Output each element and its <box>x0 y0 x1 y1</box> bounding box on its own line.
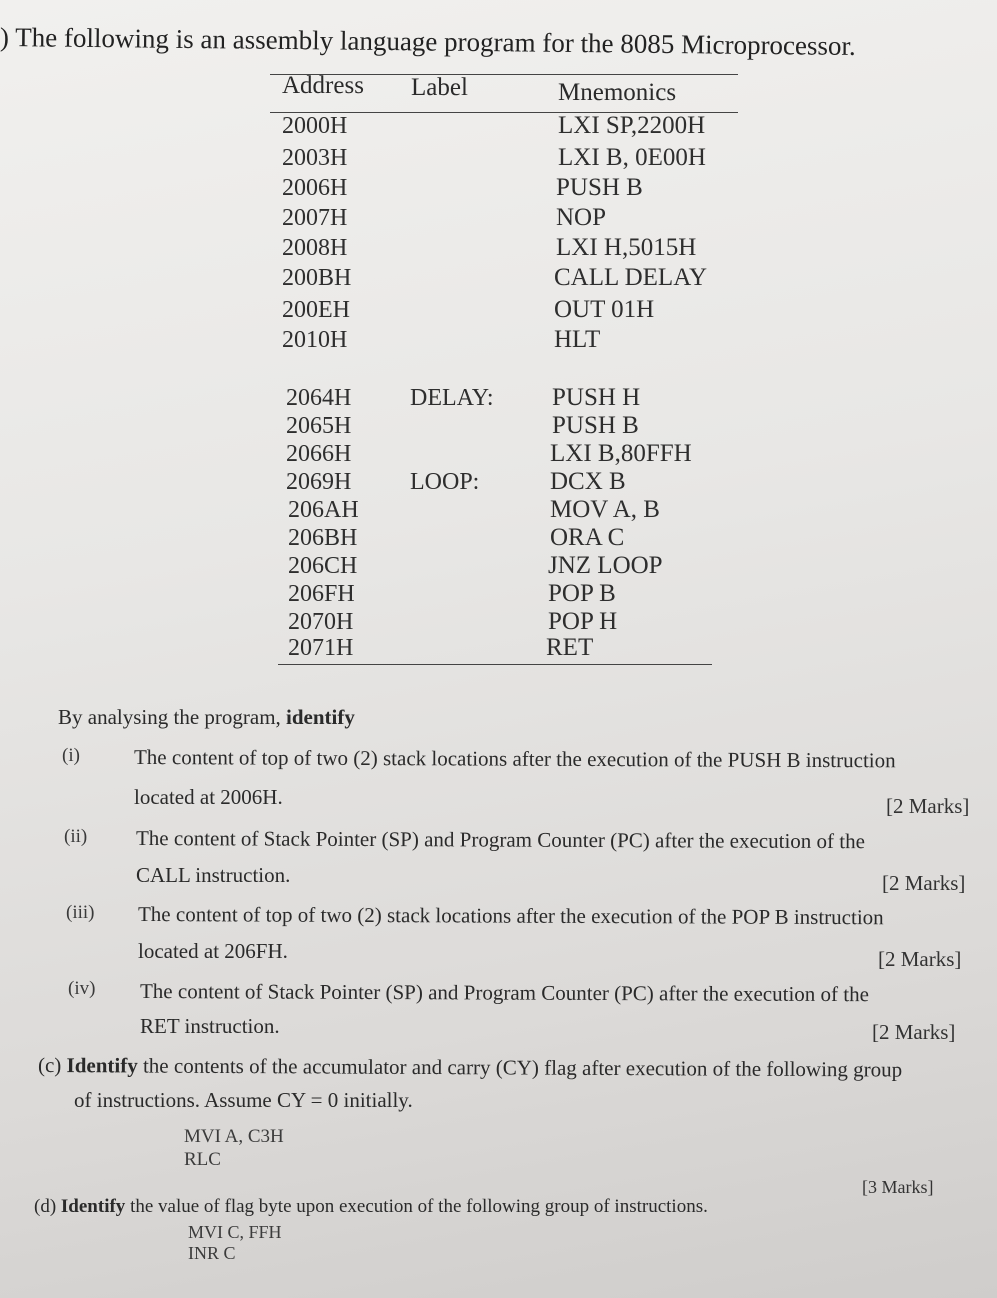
address-cell: 200BH <box>282 265 352 291</box>
program-table <box>270 68 740 668</box>
mnemonic-cell: LXI SP,2200H <box>558 112 706 139</box>
part-c-line: of instructions. Assume CY = 0 initially. <box>74 1088 413 1112</box>
item-line: located at 2006H. <box>134 785 283 809</box>
item-marks: [2 Marks] <box>878 947 962 971</box>
mnemonic-cell: HLT <box>554 326 601 353</box>
question-intro: ) The following is an assembly language program for the 8085 Microprocessor. <box>0 22 856 61</box>
part-c-line <box>38 1053 902 1083</box>
mnemonic-cell: OUT 01H <box>554 296 655 323</box>
mnemonic-cell: CALL DELAY <box>554 264 708 291</box>
mnemonic-cell: PUSH H <box>552 384 641 411</box>
mnemonic-cell: NOP <box>556 204 607 231</box>
item-marks: [2 Marks] <box>886 794 970 818</box>
item-number: (i) <box>62 745 80 766</box>
part-c-code-line: RLC <box>184 1149 221 1170</box>
mnemonic-cell: LXI B, 0E00H <box>558 144 706 171</box>
mnemonic-cell: PUSH B <box>552 412 639 439</box>
address-cell: 206BH <box>288 525 358 551</box>
part-d-bold: Identify <box>60 1196 126 1217</box>
part-d-number: (d) <box>34 1196 57 1217</box>
address-cell: 2007H <box>282 205 348 231</box>
mnemonic-cell: RET <box>546 634 594 661</box>
address-cell: 2070H <box>288 609 354 635</box>
address-cell: 2008H <box>282 235 348 261</box>
table-bottom-rule <box>278 664 712 665</box>
item-line: CALL instruction. <box>136 863 291 887</box>
item-line: located at 206FH. <box>138 939 288 963</box>
part-b-lead <box>58 705 355 730</box>
mnemonic-cell: POP H <box>548 608 618 635</box>
part-c-bold: Identify <box>66 1053 138 1078</box>
address-cell: 2069H <box>286 469 352 495</box>
item-number: (iii) <box>66 902 95 923</box>
part-b-lead-bold: identify <box>286 705 355 729</box>
part-c-text: the contents of the accumulator and carry (CY) flag after execution of the following group <box>137 1053 903 1082</box>
part-c-number: (c) <box>37 1053 62 1078</box>
part-d-line <box>34 1196 708 1218</box>
part-d-code-line: INR C <box>188 1243 236 1263</box>
mnemonic-cell: POP B <box>548 580 616 607</box>
header-address: Address <box>282 72 364 99</box>
header-label: Label <box>411 74 468 101</box>
part-d-text: the value of flag byte upon execution of the following group of instructions. <box>125 1196 708 1217</box>
mnemonic-cell: DCX B <box>550 468 626 495</box>
item-number: (iv) <box>68 978 96 999</box>
address-cell: 200EH <box>282 297 350 323</box>
header-mnemonics: Mnemonics <box>558 79 677 106</box>
item-line: RET instruction. <box>140 1014 280 1038</box>
mnemonic-cell: JNZ LOOP <box>548 552 663 579</box>
label-cell: LOOP: <box>410 469 480 495</box>
address-cell: 2003H <box>282 145 348 171</box>
mnemonic-cell: PUSH B <box>556 174 643 201</box>
address-cell: 2066H <box>286 441 352 467</box>
address-cell: 2071H <box>288 635 354 661</box>
part-c-marks: [3 Marks] <box>862 1177 934 1197</box>
address-cell: 2000H <box>282 113 348 139</box>
item-marks: [2 Marks] <box>882 871 966 895</box>
mnemonic-cell: LXI B,80FFH <box>550 440 692 467</box>
address-cell: 2006H <box>282 175 348 201</box>
part-c-code-line: MVI A, C3H <box>184 1126 284 1147</box>
address-cell: 2010H <box>282 327 348 353</box>
address-cell: 2064H <box>286 385 352 411</box>
address-cell: 206FH <box>288 581 355 607</box>
part-b-lead-text: By analysing the program, <box>58 705 287 729</box>
item-line: The content of Stack Pointer (SP) and Program Counter (PC) after the execution of the <box>139 979 870 1007</box>
address-cell: 206AH <box>288 497 359 523</box>
mnemonic-cell: MOV A, B <box>550 496 660 523</box>
address-cell: 206CH <box>288 553 358 579</box>
item-marks: [2 Marks] <box>872 1020 956 1044</box>
label-cell: DELAY: <box>410 385 494 411</box>
item-line: The content of top of two (2) stack locations after the execution of the POP B instruction <box>137 902 884 930</box>
item-number: (ii) <box>64 826 88 847</box>
mnemonic-cell: LXI H,5015H <box>556 234 697 261</box>
part-d-code-line: MVI C, FFH <box>188 1222 282 1242</box>
item-line: The content of top of two (2) stack locations after the execution of the PUSH B instruction <box>133 745 896 773</box>
mnemonic-cell: ORA C <box>550 524 625 551</box>
item-line: The content of Stack Pointer (SP) and Program Counter (PC) after the execution of the <box>135 826 866 854</box>
address-cell: 2065H <box>286 413 352 439</box>
